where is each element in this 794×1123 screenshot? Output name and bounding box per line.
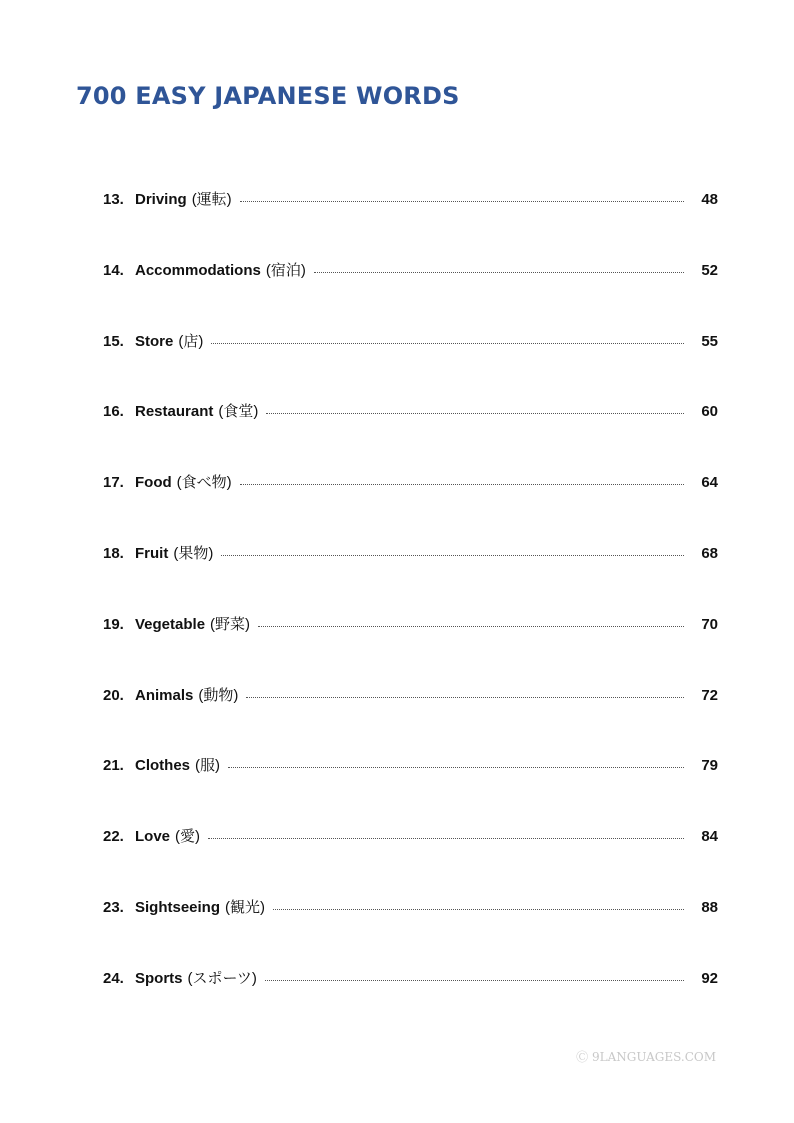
dot-leader bbox=[240, 201, 684, 202]
entry-number: 19. bbox=[103, 615, 124, 633]
entry-japanese-title: (動物) bbox=[198, 686, 239, 704]
entry-japanese-title: (店) bbox=[178, 332, 204, 350]
entry-number: 14. bbox=[103, 261, 124, 279]
entry-title: Accommodations bbox=[135, 261, 261, 279]
entry-title: Clothes bbox=[135, 757, 191, 775]
toc-entry[interactable] bbox=[103, 825, 718, 896]
copyright-watermark: Ⓒ 9LANGUAGES.COM bbox=[576, 1050, 716, 1064]
toc-entry[interactable] bbox=[103, 684, 718, 755]
entry-number: 24. bbox=[103, 969, 124, 987]
entry-number: 21. bbox=[103, 757, 124, 775]
entry-title: Driving bbox=[135, 191, 187, 208]
dot-leader bbox=[228, 767, 684, 768]
entry-number: 13. bbox=[103, 191, 124, 208]
dot-leader bbox=[273, 909, 684, 910]
entry-japanese-title: (野菜) bbox=[210, 615, 251, 633]
entry-japanese-title: (食堂) bbox=[218, 403, 259, 421]
entry-page-number: 68 bbox=[701, 544, 718, 562]
dot-leader bbox=[211, 343, 684, 344]
entry-japanese-title: (宿泊) bbox=[265, 261, 306, 279]
entry-japanese-title: (服) bbox=[195, 757, 221, 775]
entry-japanese-title: (愛) bbox=[175, 828, 201, 846]
entry-number: 17. bbox=[103, 474, 124, 492]
entry-number: 20. bbox=[103, 686, 124, 704]
dot-leader bbox=[208, 838, 684, 839]
entry-page-number: 60 bbox=[701, 403, 718, 421]
dot-leader bbox=[246, 697, 684, 698]
toc-entry[interactable] bbox=[103, 754, 718, 825]
toc-entry[interactable] bbox=[103, 259, 718, 330]
dot-leader bbox=[258, 626, 684, 627]
entry-japanese-title: (観光) bbox=[225, 898, 266, 916]
toc-entry[interactable] bbox=[103, 400, 718, 471]
entry-japanese-title: (食べ物) bbox=[176, 474, 232, 492]
entry-number: 23. bbox=[103, 898, 124, 916]
toc-entry[interactable] bbox=[103, 896, 718, 967]
toc-entry[interactable] bbox=[103, 542, 718, 613]
entry-page-number: 79 bbox=[701, 757, 718, 775]
entry-page-number: 48 bbox=[701, 191, 718, 208]
table-of-contents bbox=[103, 188, 718, 1038]
toc-entry[interactable] bbox=[103, 330, 718, 401]
entry-title: Sports bbox=[135, 969, 183, 987]
entry-title: Fruit bbox=[135, 544, 169, 562]
dot-leader bbox=[240, 484, 684, 485]
entry-title: Animals bbox=[135, 686, 194, 704]
entry-page-number: 64 bbox=[701, 474, 718, 492]
entry-page-number: 52 bbox=[701, 261, 718, 279]
entry-title: Love bbox=[135, 828, 171, 846]
entry-title: Store bbox=[135, 332, 174, 350]
entry-number: 18. bbox=[103, 544, 124, 562]
toc-entry[interactable] bbox=[103, 967, 718, 1038]
entry-number: 22. bbox=[103, 828, 124, 846]
entry-title: Food bbox=[135, 474, 172, 492]
dot-leader bbox=[265, 980, 684, 981]
entry-page-number: 88 bbox=[701, 898, 718, 916]
toc-entry[interactable] bbox=[103, 188, 718, 259]
entry-page-number: 72 bbox=[701, 686, 718, 704]
entry-page-number: 55 bbox=[701, 332, 718, 350]
dot-leader bbox=[221, 555, 684, 556]
entry-japanese-title: (運転) bbox=[191, 191, 232, 208]
dot-leader bbox=[314, 272, 684, 273]
toc-entry[interactable] bbox=[103, 471, 718, 542]
entry-japanese-title: (果物) bbox=[173, 544, 214, 562]
entry-title: Restaurant bbox=[135, 403, 214, 421]
page-title: 700 EASY JAPANESE WORDS bbox=[76, 82, 460, 110]
entry-page-number: 70 bbox=[701, 615, 718, 633]
entry-title: Vegetable bbox=[135, 615, 206, 633]
entry-number: 16. bbox=[103, 403, 124, 421]
entry-title: Sightseeing bbox=[135, 898, 221, 916]
entry-page-number: 84 bbox=[701, 828, 718, 846]
entry-page-number: 92 bbox=[701, 969, 718, 987]
entry-japanese-title: (スポーツ) bbox=[187, 969, 257, 987]
entry-number: 15. bbox=[103, 332, 124, 350]
dot-leader bbox=[266, 413, 684, 414]
toc-entry[interactable] bbox=[103, 613, 718, 684]
